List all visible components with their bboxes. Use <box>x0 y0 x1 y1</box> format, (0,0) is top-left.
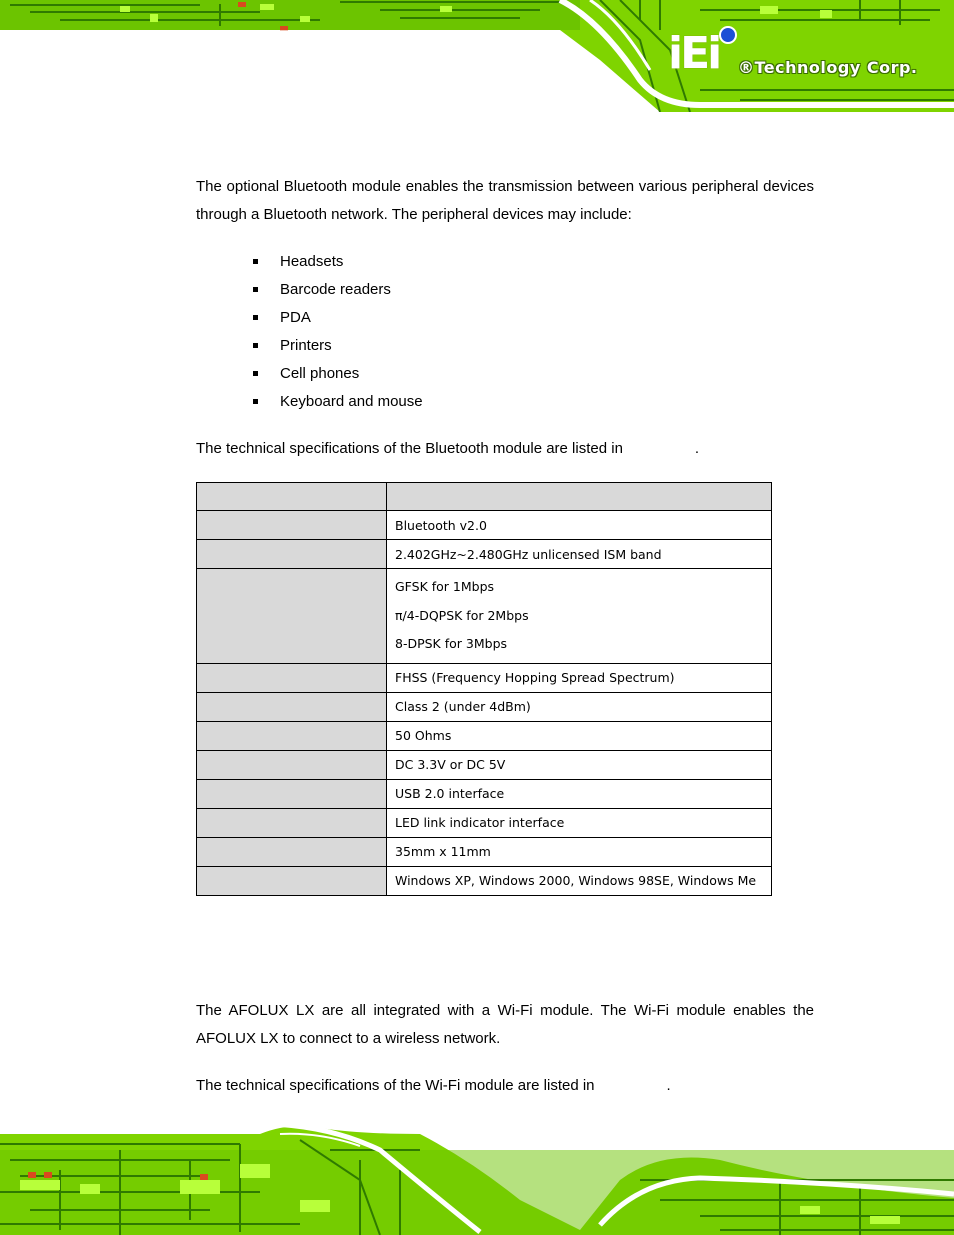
list-item <box>252 248 423 276</box>
table-value-line: π/4-DQPSK for 2Mbps <box>395 607 529 623</box>
table-value-cell: FHSS (Frequency Hopping Spread Spectrum) <box>387 663 772 692</box>
spec-sentence-period: . <box>694 440 700 457</box>
table-header-cell <box>197 483 387 511</box>
list-item <box>252 304 423 332</box>
table-label-cell <box>197 779 387 808</box>
list-item-label: Barcode readers <box>280 281 391 298</box>
bluetooth-intro-paragraph: The optional Bluetooth module enables the transmission between various peripheral devices through a Bluetooth network. The peripheral devices may include: <box>196 178 814 223</box>
table-row <box>197 750 772 779</box>
table-value-cell: DC 3.3V or DC 5V <box>387 750 772 779</box>
bluetooth-spec-sentence <box>196 435 814 463</box>
page-header-banner <box>0 0 954 112</box>
table-row <box>197 779 772 808</box>
table-header-row <box>197 483 772 511</box>
table-label-cell <box>197 663 387 692</box>
page-footer-banner <box>0 1120 954 1235</box>
table-value-cell: USB 2.0 interface <box>387 779 772 808</box>
table-row <box>197 837 772 866</box>
list-item <box>252 360 423 388</box>
table-value-cell: 35mm x 11mm <box>387 837 772 866</box>
table-row <box>197 663 772 692</box>
list-item-label: PDA <box>280 309 311 326</box>
table-value-cell: 2.402GHz~2.480GHz unlicensed ISM band <box>387 540 772 569</box>
bluetooth-spec-table <box>196 482 772 896</box>
table-row <box>197 808 772 837</box>
bullet-square-icon <box>253 259 258 264</box>
circuit-board-graphic <box>0 1120 954 1235</box>
table-value-cell: 50 Ohms <box>387 721 772 750</box>
table-header-cell <box>387 483 772 511</box>
table-label-cell <box>197 837 387 866</box>
table-value-line: GFSK for 1Mbps <box>395 579 495 594</box>
logo-mark: iEi <box>668 28 720 79</box>
list-item-label: Printers <box>280 337 332 354</box>
list-item <box>252 332 423 360</box>
table-row <box>197 511 772 540</box>
table-label-cell <box>197 808 387 837</box>
table-row <box>197 692 772 721</box>
wifi-spec-sentence <box>196 1072 814 1100</box>
wifi-intro-paragraph: The AFOLUX LX are all integrated with a Wi-Fi module. The Wi-Fi module enables the AFOLUX LX to connect to a wireless network. <box>196 1002 814 1047</box>
bullet-square-icon <box>253 287 258 292</box>
list-item-label: Headsets <box>280 253 344 270</box>
peripheral-device-list <box>252 248 423 416</box>
spec-sentence-period: . <box>666 1077 671 1094</box>
table-row <box>197 540 772 569</box>
table-value-cell: Class 2 (under 4dBm) <box>387 692 772 721</box>
table-label-cell <box>197 540 387 569</box>
table-value-cell: LED link indicator interface <box>387 808 772 837</box>
list-item-label: Keyboard and mouse <box>280 393 423 410</box>
spec-sentence-text: The technical specifications of the Wi-Fi module are listed in <box>196 1077 595 1094</box>
bullet-square-icon <box>253 371 258 376</box>
spec-sentence-text: The technical specifications of the Bluetooth module are listed in <box>196 440 623 457</box>
table-value-cell: Bluetooth v2.0 <box>387 511 772 540</box>
logo-dot-icon <box>719 26 737 44</box>
list-item-label: Cell phones <box>280 365 360 382</box>
table-row <box>197 569 772 664</box>
bullet-square-icon <box>253 343 258 348</box>
table-label-cell <box>197 511 387 540</box>
table-label-cell <box>197 721 387 750</box>
bullet-square-icon <box>253 315 258 320</box>
table-value-cell <box>387 569 772 664</box>
list-item <box>252 388 423 416</box>
table-label-cell <box>197 866 387 895</box>
table-row <box>197 721 772 750</box>
table-value-line: 8-DPSK for 3Mbps <box>395 636 508 651</box>
list-item <box>252 276 423 304</box>
logo-wordmark: ®Technology Corp. <box>738 58 918 77</box>
bullet-square-icon <box>253 399 258 404</box>
table-label-cell <box>197 569 387 664</box>
company-logo <box>668 26 938 80</box>
table-label-cell <box>197 692 387 721</box>
table-row <box>197 866 772 895</box>
table-label-cell <box>197 750 387 779</box>
table-value-cell: Windows XP, Windows 2000, Windows 98SE, Windows Me <box>387 866 772 895</box>
